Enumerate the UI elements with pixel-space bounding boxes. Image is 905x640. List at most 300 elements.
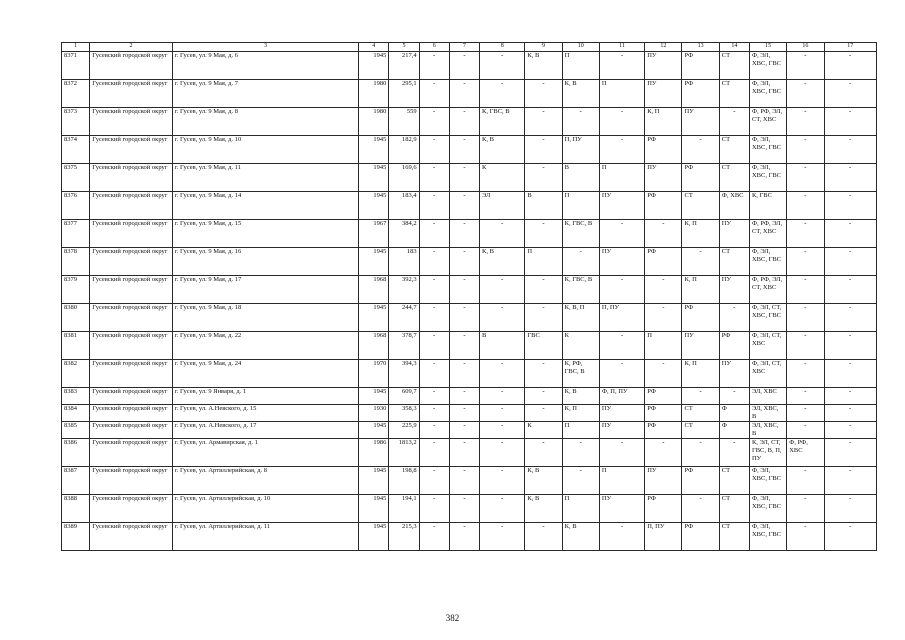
cell-c15: Ф, РФ, ЭЛ, СТ, ХВС — [749, 276, 786, 304]
cell-id: 8371 — [62, 52, 90, 80]
column-number-10: 10 — [562, 43, 599, 52]
column-number-5: 5 — [389, 43, 419, 52]
column-number-9: 9 — [525, 43, 562, 52]
cell-area: 295,1 — [389, 80, 419, 108]
cell-c13: РФ — [682, 164, 719, 192]
cell-district: Гусевский городской округ — [90, 276, 173, 304]
cell-c7: - — [449, 360, 479, 388]
cell-c12: - — [645, 439, 682, 467]
cell-c12: - — [645, 304, 682, 332]
cell-id: 8388 — [62, 495, 90, 523]
cell-id: 8386 — [62, 439, 90, 467]
cell-c12: РФ — [645, 136, 682, 164]
table-row — [62, 388, 877, 405]
cell-address: г. Гусев, ул. 9 Мая, д. 14 — [172, 192, 358, 220]
cell-area: 182,9 — [389, 136, 419, 164]
column-number-1: 1 — [62, 43, 90, 52]
cell-c8: - — [480, 220, 525, 248]
cell-address: г. Гусев, ул. 9 Мая, д. 22 — [172, 332, 358, 360]
cell-area: 559 — [389, 108, 419, 136]
cell-c11: - — [599, 523, 644, 551]
cell-c9: К, В — [525, 495, 562, 523]
cell-c10: - — [562, 108, 599, 136]
cell-c17: - — [824, 136, 877, 164]
cell-year: 1945 — [359, 523, 389, 551]
cell-c12: П, ПУ — [645, 523, 682, 551]
cell-c9: К, В — [525, 467, 562, 495]
cell-c9: - — [525, 405, 562, 422]
cell-c10: П — [562, 192, 599, 220]
cell-c11: - — [599, 439, 644, 467]
column-number-row — [62, 43, 877, 52]
cell-c14: Ф — [719, 405, 749, 422]
cell-c13: СТ — [682, 405, 719, 422]
cell-c16: - — [787, 164, 824, 192]
cell-c7: - — [449, 495, 479, 523]
cell-c15: Ф, ЭЛ, СТ, ХВС, ГВС — [749, 304, 786, 332]
table-row — [62, 467, 877, 495]
cell-id: 8385 — [62, 422, 90, 439]
cell-address: г. Гусев, ул. 9 Мая, д. 10 — [172, 136, 358, 164]
cell-c12: К, П — [645, 108, 682, 136]
cell-address: г. Гусев, ул. А.Невского, д. 15 — [172, 405, 358, 422]
cell-c10: - — [562, 467, 599, 495]
cell-c6: - — [419, 80, 449, 108]
column-number-2: 2 — [90, 43, 173, 52]
cell-c15: Ф, РФ, ЭЛ, СТ, ХВС — [749, 220, 786, 248]
table-row — [62, 422, 877, 439]
cell-c12: - — [645, 220, 682, 248]
cell-c14: - — [719, 388, 749, 405]
cell-year: 1980 — [359, 80, 389, 108]
cell-c8: К, ГВС, В — [480, 108, 525, 136]
cell-c10: К, В — [562, 80, 599, 108]
cell-c7: - — [449, 276, 479, 304]
cell-c8: В — [480, 332, 525, 360]
cell-c12: РФ — [645, 192, 682, 220]
cell-c16: - — [787, 495, 824, 523]
cell-c8: К, В — [480, 136, 525, 164]
cell-c9: - — [525, 164, 562, 192]
cell-year: 1968 — [359, 276, 389, 304]
cell-area: 1813,2 — [389, 439, 419, 467]
cell-c12: РФ — [645, 495, 682, 523]
cell-c16: - — [787, 304, 824, 332]
cell-address: г. Гусев, ул. 9 Мая, д. 24 — [172, 360, 358, 388]
cell-year: 1945 — [359, 192, 389, 220]
cell-c17: - — [824, 108, 877, 136]
cell-year: 1970 — [359, 360, 389, 388]
cell-address: г. Гусев, ул. 9 Мая, д. 7 — [172, 80, 358, 108]
cell-c9: - — [525, 276, 562, 304]
cell-c16: - — [787, 360, 824, 388]
cell-c12: ПУ — [645, 467, 682, 495]
cell-c15: ЭЛ, ХВС, В — [749, 422, 786, 439]
cell-c16: - — [787, 467, 824, 495]
cell-c14: СТ — [719, 467, 749, 495]
cell-c7: - — [449, 136, 479, 164]
cell-area: 378,7 — [389, 332, 419, 360]
cell-id: 8387 — [62, 467, 90, 495]
cell-id: 8384 — [62, 405, 90, 422]
cell-c12: ПУ — [645, 164, 682, 192]
cell-id: 8382 — [62, 360, 90, 388]
cell-c9: - — [525, 108, 562, 136]
cell-c6: - — [419, 360, 449, 388]
cell-c7: - — [449, 80, 479, 108]
cell-c8: - — [480, 276, 525, 304]
cell-area: 183 — [389, 248, 419, 276]
cell-c7: - — [449, 422, 479, 439]
cell-c17: - — [824, 439, 877, 467]
cell-c6: - — [419, 248, 449, 276]
column-number-16: 16 — [787, 43, 824, 52]
cell-id: 8376 — [62, 192, 90, 220]
cell-c15: Ф, РФ, ЭЛ, СТ, ХВС — [749, 108, 786, 136]
cell-c6: - — [419, 220, 449, 248]
cell-c7: - — [449, 108, 479, 136]
cell-c16: - — [787, 220, 824, 248]
cell-c16: - — [787, 136, 824, 164]
cell-district: Гусевский городской округ — [90, 405, 173, 422]
cell-address: г. Гусев, ул. А.Невского, д. 17 — [172, 422, 358, 439]
cell-id: 8378 — [62, 248, 90, 276]
cell-c13: - — [682, 136, 719, 164]
cell-c8: К — [480, 164, 525, 192]
cell-c6: - — [419, 52, 449, 80]
cell-district: Гусевский городской округ — [90, 332, 173, 360]
cell-c17: - — [824, 332, 877, 360]
cell-c6: - — [419, 192, 449, 220]
cell-year: 1986 — [359, 439, 389, 467]
cell-c10: К, В — [562, 523, 599, 551]
table-row — [62, 108, 877, 136]
cell-c9: - — [525, 360, 562, 388]
cell-c16: - — [787, 248, 824, 276]
cell-c17: - — [824, 192, 877, 220]
table-body — [62, 43, 877, 551]
cell-year: 1945 — [359, 467, 389, 495]
cell-area: 225,9 — [389, 422, 419, 439]
cell-c8: К, В — [480, 248, 525, 276]
cell-address: г. Гусев, ул. 9 Мая, д. 8 — [172, 108, 358, 136]
cell-c13: К, П — [682, 276, 719, 304]
cell-c6: - — [419, 304, 449, 332]
cell-year: 1945 — [359, 495, 389, 523]
cell-year: 1967 — [359, 220, 389, 248]
cell-c17: - — [824, 304, 877, 332]
cell-district: Гусевский городской округ — [90, 108, 173, 136]
cell-year: 1968 — [359, 332, 389, 360]
cell-district: Гусевский городской округ — [90, 136, 173, 164]
cell-c11: - — [599, 136, 644, 164]
cell-c17: - — [824, 164, 877, 192]
document-sheet — [61, 42, 877, 551]
cell-c14: РФ — [719, 332, 749, 360]
cell-c6: - — [419, 164, 449, 192]
cell-c14: СТ — [719, 248, 749, 276]
cell-id: 8374 — [62, 136, 90, 164]
cell-c14: - — [719, 108, 749, 136]
cell-c15: Ф, ЭЛ, ХВС, ГВС — [749, 248, 786, 276]
cell-district: Гусевский городской округ — [90, 523, 173, 551]
cell-c6: - — [419, 276, 449, 304]
cell-c12: РФ — [645, 405, 682, 422]
cell-c16: - — [787, 405, 824, 422]
cell-area: 384,2 — [389, 220, 419, 248]
cell-year: 1945 — [359, 248, 389, 276]
cell-c9: П — [525, 248, 562, 276]
cell-c15: Ф, ЭЛ, ХВС, ГВС — [749, 136, 786, 164]
cell-c14: - — [719, 304, 749, 332]
cell-c10: К, П — [562, 405, 599, 422]
cell-area: 358,3 — [389, 405, 419, 422]
cell-c15: Ф, ЭЛ, ХВС, ГВС — [749, 52, 786, 80]
cell-district: Гусевский городской округ — [90, 360, 173, 388]
cell-id: 8372 — [62, 80, 90, 108]
column-number-12: 12 — [645, 43, 682, 52]
cell-c13: СТ — [682, 192, 719, 220]
cell-address: г. Гусев, ул. 9 Мая, д. 6 — [172, 52, 358, 80]
table-row — [62, 80, 877, 108]
column-number-4: 4 — [359, 43, 389, 52]
table-row — [62, 439, 877, 467]
cell-area: 169,6 — [389, 164, 419, 192]
cell-c14: СТ — [719, 80, 749, 108]
cell-c15: К, ГВС — [749, 192, 786, 220]
cell-c11: П, ПУ — [599, 304, 644, 332]
cell-year: 1945 — [359, 422, 389, 439]
cell-c11: Ф, П, ПУ — [599, 388, 644, 405]
cell-c15: Ф, ЭЛ, ХВС, ГВС — [749, 523, 786, 551]
cell-c16: - — [787, 80, 824, 108]
cell-c11: ПУ — [599, 248, 644, 276]
cell-district: Гусевский городской округ — [90, 220, 173, 248]
cell-c11: - — [599, 52, 644, 80]
column-number-17: 17 — [824, 43, 877, 52]
cell-c8: - — [480, 405, 525, 422]
cell-c12: РФ — [645, 248, 682, 276]
cell-c9: - — [525, 80, 562, 108]
cell-c17: - — [824, 422, 877, 439]
cell-year: 1930 — [359, 405, 389, 422]
cell-district: Гусевский городской округ — [90, 467, 173, 495]
cell-district: Гусевский городской округ — [90, 422, 173, 439]
column-number-15: 15 — [749, 43, 786, 52]
cell-c8: ЭЛ — [480, 192, 525, 220]
cell-c13: ПУ — [682, 108, 719, 136]
cell-c7: - — [449, 405, 479, 422]
cell-c12: РФ — [645, 422, 682, 439]
table-row — [62, 304, 877, 332]
cell-c17: - — [824, 360, 877, 388]
cell-c9: - — [525, 304, 562, 332]
cell-c15: Ф, ЭЛ, ХВС, ГВС — [749, 164, 786, 192]
cell-c8: - — [480, 422, 525, 439]
cell-address: г. Гусев, ул. 9 Мая, д. 11 — [172, 164, 358, 192]
column-number-8: 8 — [480, 43, 525, 52]
cell-c10: К — [562, 332, 599, 360]
cell-c14: СТ — [719, 523, 749, 551]
cell-c13: К, П — [682, 220, 719, 248]
table-row — [62, 220, 877, 248]
cell-c14: СТ — [719, 495, 749, 523]
cell-c8: - — [480, 467, 525, 495]
cell-area: 217,4 — [389, 52, 419, 80]
cell-c13: К, П — [682, 360, 719, 388]
cell-c14: ПУ — [719, 220, 749, 248]
cell-c15: Ф, ЭЛ, СТ, ХВС — [749, 332, 786, 360]
cell-year: 1945 — [359, 52, 389, 80]
cell-c17: - — [824, 523, 877, 551]
cell-c10: В — [562, 164, 599, 192]
cell-area: 198,8 — [389, 467, 419, 495]
registry-table — [61, 42, 877, 551]
cell-address: г. Гусев, ул. 9 Мая, д. 17 — [172, 276, 358, 304]
cell-c15: ЭЛ, ХВС — [749, 388, 786, 405]
cell-c10: П — [562, 422, 599, 439]
cell-c6: - — [419, 523, 449, 551]
cell-c6: - — [419, 467, 449, 495]
cell-area: 392,3 — [389, 276, 419, 304]
cell-c15: Ф, ЭЛ, ХВС, ГВС — [749, 467, 786, 495]
cell-address: г. Гусев, ул. Армавирская, д. 1 — [172, 439, 358, 467]
cell-c8: - — [480, 523, 525, 551]
cell-c7: - — [449, 52, 479, 80]
cell-c14: СТ — [719, 52, 749, 80]
cell-c14: Ф — [719, 422, 749, 439]
cell-district: Гусевский городской округ — [90, 439, 173, 467]
cell-c8: - — [480, 495, 525, 523]
cell-c8: - — [480, 360, 525, 388]
cell-c11: П — [599, 80, 644, 108]
cell-c13: РФ — [682, 52, 719, 80]
cell-c16: - — [787, 523, 824, 551]
cell-c9: - — [525, 220, 562, 248]
cell-c7: - — [449, 523, 479, 551]
cell-c6: - — [419, 422, 449, 439]
cell-area: 215,3 — [389, 523, 419, 551]
cell-c6: - — [419, 405, 449, 422]
cell-c12: - — [645, 360, 682, 388]
cell-c13: РФ — [682, 80, 719, 108]
cell-c11: П — [599, 467, 644, 495]
cell-district: Гусевский городской округ — [90, 304, 173, 332]
cell-c7: - — [449, 439, 479, 467]
cell-c16: - — [787, 388, 824, 405]
cell-c9: - — [525, 136, 562, 164]
cell-id: 8377 — [62, 220, 90, 248]
cell-c6: - — [419, 136, 449, 164]
cell-area: 609,7 — [389, 388, 419, 405]
cell-district: Гусевский городской округ — [90, 80, 173, 108]
cell-year: 1945 — [359, 164, 389, 192]
cell-c11: ПУ — [599, 405, 644, 422]
cell-c10: - — [562, 248, 599, 276]
cell-c7: - — [449, 220, 479, 248]
cell-c16: - — [787, 192, 824, 220]
cell-c11: - — [599, 220, 644, 248]
cell-address: г. Гусев, ул. Артиллерийская, д. 10 — [172, 495, 358, 523]
cell-c11: - — [599, 108, 644, 136]
cell-c17: - — [824, 276, 877, 304]
cell-address: г. Гусев, ул. 9 Мая, д. 15 — [172, 220, 358, 248]
cell-c12: РФ — [645, 388, 682, 405]
cell-c7: - — [449, 192, 479, 220]
cell-area: 244,7 — [389, 304, 419, 332]
cell-c7: - — [449, 248, 479, 276]
cell-area: 183,4 — [389, 192, 419, 220]
cell-c14: СТ — [719, 164, 749, 192]
cell-c17: - — [824, 405, 877, 422]
cell-district: Гусевский городской округ — [90, 248, 173, 276]
cell-address: г. Гусев, ул. 9 Мая, д. 18 — [172, 304, 358, 332]
cell-c17: - — [824, 80, 877, 108]
cell-c15: К, ЭЛ, СТ, ГВС, В, П, ПУ — [749, 439, 786, 467]
cell-c11: - — [599, 332, 644, 360]
cell-id: 8381 — [62, 332, 90, 360]
cell-id: 8373 — [62, 108, 90, 136]
cell-c9: - — [525, 439, 562, 467]
cell-c10: К, В, П — [562, 304, 599, 332]
table-row — [62, 332, 877, 360]
cell-c11: - — [599, 276, 644, 304]
cell-id: 8380 — [62, 304, 90, 332]
cell-year: 1945 — [359, 388, 389, 405]
cell-c9: В — [525, 192, 562, 220]
cell-c16: - — [787, 422, 824, 439]
cell-c9: ГВС — [525, 332, 562, 360]
cell-c13: - — [682, 495, 719, 523]
cell-c15: Ф, ЭЛ, ХВС, ГВС — [749, 80, 786, 108]
cell-c13: СТ — [682, 422, 719, 439]
cell-c10: П — [562, 52, 599, 80]
cell-district: Гусевский городской округ — [90, 52, 173, 80]
table-row — [62, 360, 877, 388]
cell-district: Гусевский городской округ — [90, 495, 173, 523]
cell-c6: - — [419, 108, 449, 136]
cell-address: г. Гусев, ул. 9 Января, д. 1 — [172, 388, 358, 405]
cell-year: 1945 — [359, 304, 389, 332]
cell-c16: - — [787, 332, 824, 360]
cell-c10: К, ГВС, В — [562, 276, 599, 304]
cell-c11: ПУ — [599, 192, 644, 220]
cell-c6: - — [419, 439, 449, 467]
table-row — [62, 495, 877, 523]
cell-c10: - — [562, 439, 599, 467]
cell-c13: - — [682, 388, 719, 405]
column-number-13: 13 — [682, 43, 719, 52]
cell-c7: - — [449, 388, 479, 405]
cell-c14: ПУ — [719, 360, 749, 388]
cell-c10: П, ПУ — [562, 136, 599, 164]
cell-c11: П — [599, 164, 644, 192]
column-number-14: 14 — [719, 43, 749, 52]
column-number-7: 7 — [449, 43, 479, 52]
cell-c7: - — [449, 164, 479, 192]
cell-c8: - — [480, 439, 525, 467]
cell-c14: Ф, ХВС — [719, 192, 749, 220]
cell-id: 8383 — [62, 388, 90, 405]
cell-c17: - — [824, 248, 877, 276]
cell-c10: К, В — [562, 388, 599, 405]
cell-c9: К — [525, 422, 562, 439]
cell-c17: - — [824, 467, 877, 495]
cell-c13: - — [682, 439, 719, 467]
table-row — [62, 276, 877, 304]
cell-c14: - — [719, 439, 749, 467]
cell-c10: К, ГВС, В — [562, 220, 599, 248]
